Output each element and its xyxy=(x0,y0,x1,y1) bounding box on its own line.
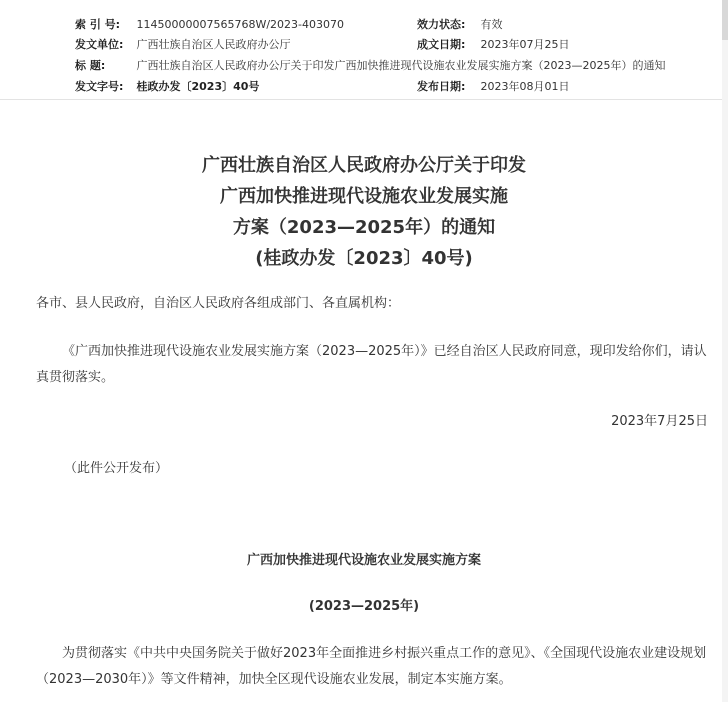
meta-published-value: 2023年08月01日 xyxy=(480,80,570,93)
meta-docno-row xyxy=(75,80,259,94)
meta-validity-value: 有效 xyxy=(480,18,503,31)
document-metadata-panel xyxy=(0,0,728,100)
body-paragraph-2: 为贯彻落实《中共中央国务院关于做好2023年全面推进乡村振兴重点工作的意见》、《全国现代设施农业建设规划（2023—2030年）》等文件精神，加快全区现代设施农业发展，制定本实施方案。 xyxy=(36,646,707,687)
meta-published-row xyxy=(417,80,570,94)
meta-index-label: 索 引 号: xyxy=(75,18,121,31)
meta-validity-row xyxy=(417,18,503,32)
meta-docno-value: 桂政办发〔2023〕40号 xyxy=(136,80,260,93)
meta-published-label: 发布日期: xyxy=(417,80,466,93)
title-line-1: 广西壮族自治区人民政府办公厅关于印发 xyxy=(202,155,526,176)
document-title xyxy=(0,150,728,274)
meta-created-label: 成文日期: xyxy=(417,38,466,51)
meta-docno-label: 发文字号: xyxy=(75,80,124,93)
meta-issuer-value: 广西壮族自治区人民政府办公厅 xyxy=(136,38,291,51)
title-line-2: 广西加快推进现代设施农业发展实施 xyxy=(220,186,508,207)
meta-title-label: 标 题: xyxy=(75,59,106,72)
body-paragraph-1: 《广西加快推进现代设施农业发展实施方案（2023—2025年）》已经自治区人民政府同意，现印发给你们，请认真贯彻落实。 xyxy=(36,344,707,385)
public-release-note: （此件公开发布） xyxy=(64,461,169,476)
plan-title: 广西加快推进现代设施农业发展实施方案 xyxy=(246,553,481,568)
meta-validity-label: 效力状态: xyxy=(417,18,466,31)
meta-index-row xyxy=(75,18,344,32)
meta-title-row xyxy=(75,59,666,73)
title-line-3: 方案（2023—2025年）的通知 xyxy=(232,217,496,238)
meta-index-value: 11450000007565768W/2023-403070 xyxy=(136,18,345,31)
meta-title-value: 广西壮族自治区人民政府办公厅关于印发广西加快推进现代设施农业发展实施方案（2023—2025年）的通知 xyxy=(136,59,666,72)
plan-years: (2023—2025年) xyxy=(308,599,420,614)
scrollbar-thumb[interactable] xyxy=(722,0,728,40)
meta-issuer-label: 发文单位: xyxy=(75,38,124,51)
title-line-4: (桂政办发〔2023〕40号) xyxy=(255,248,473,269)
meta-created-row xyxy=(417,38,570,52)
document-date: 2023年7月25日 xyxy=(611,414,708,429)
meta-created-value: 2023年07月25日 xyxy=(480,38,570,51)
meta-issuer-row xyxy=(75,38,291,52)
salutation: 各市、县人民政府，自治区人民政府各组成部门、各直属机构： xyxy=(36,296,401,311)
